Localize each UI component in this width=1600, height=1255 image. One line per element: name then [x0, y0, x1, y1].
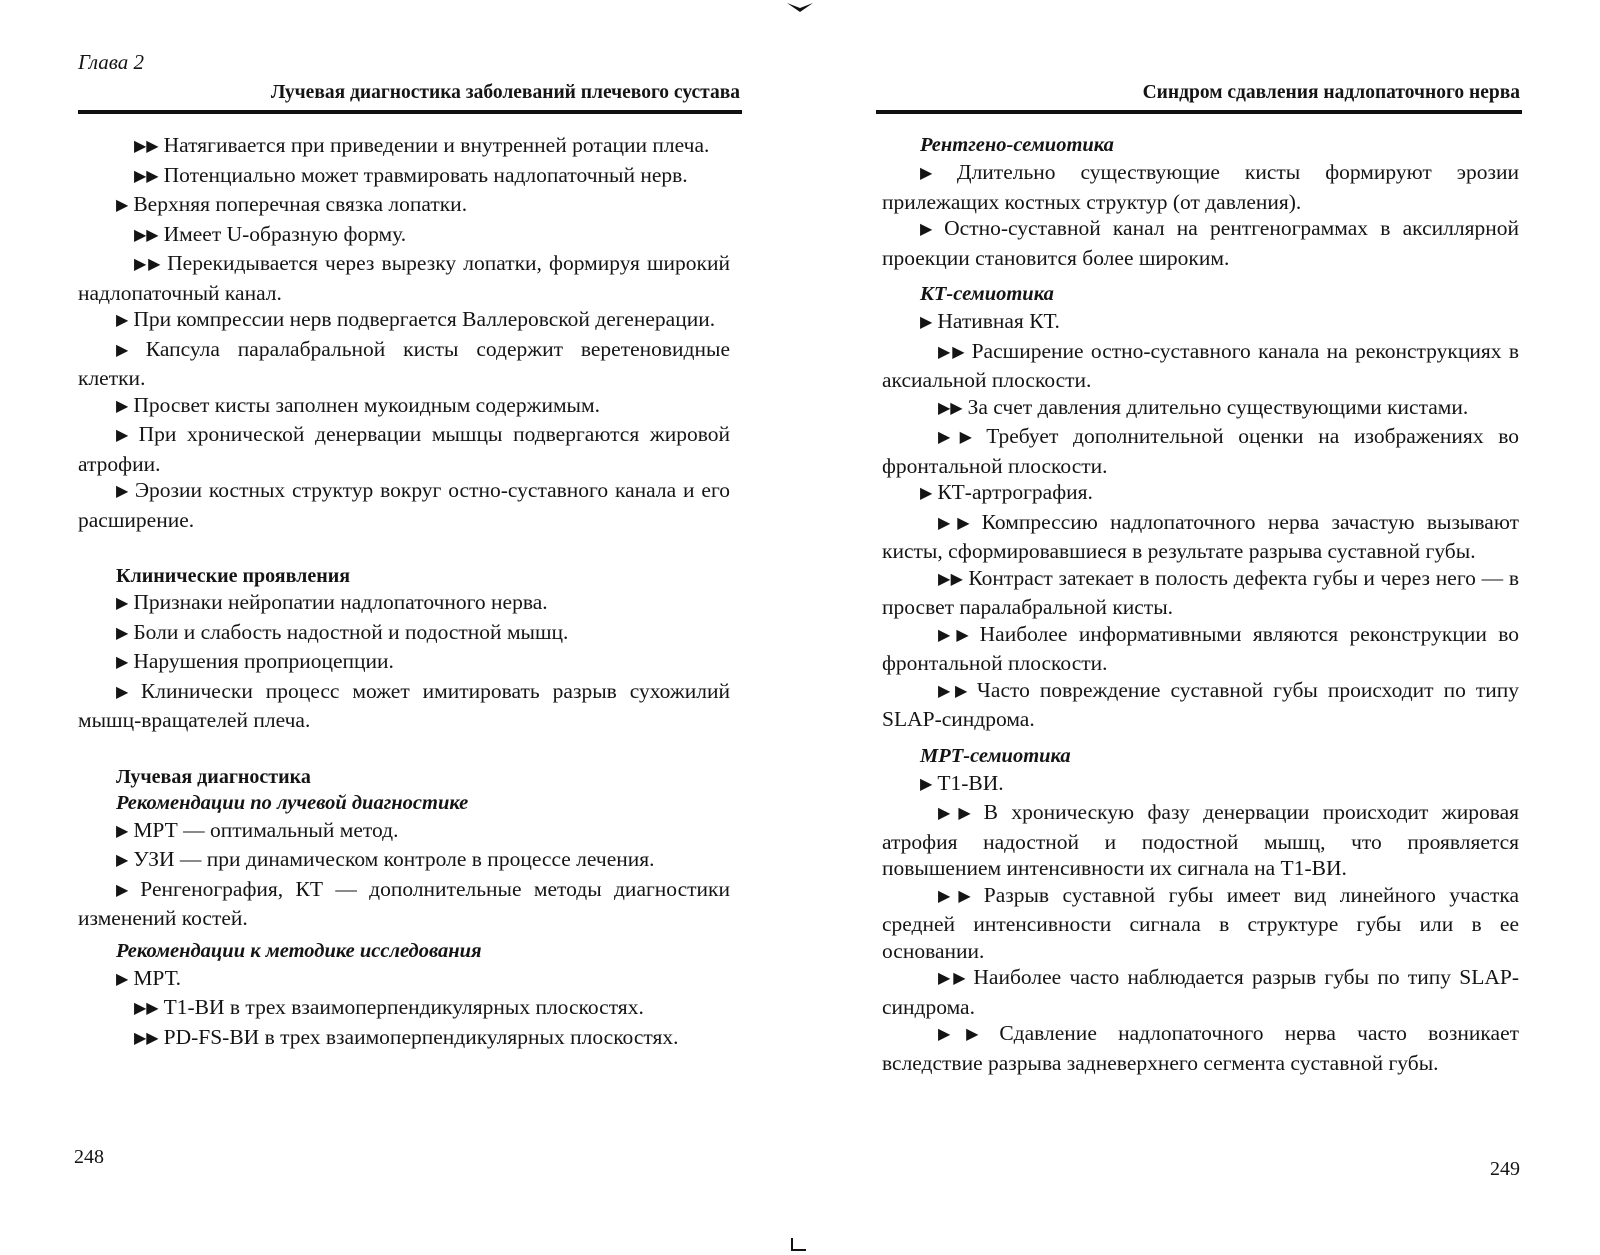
double-arrow-bullet-icon: ▶▶ [134, 256, 163, 273]
ct-list [882, 308, 1519, 733]
list-item [882, 338, 1519, 394]
list-item-text: PD-FS-ВИ в трех взаимоперпендикулярных плоскостях. [163, 1024, 679, 1049]
left-body [78, 132, 730, 1053]
double-arrow-bullet-icon: ▶▶ [134, 226, 159, 244]
section-heading-xray: Рентгено-семиотика [920, 134, 1114, 156]
list-item-text: Наиболее часто наблюдается разрыв губы по типу SLAP-синдрома. [882, 965, 1519, 1019]
list-item [78, 589, 730, 619]
list-item-text: Разрыв суставной губы имеет вид линейного участка средней интенсивности сигнала в структуре губы или в ее основании. [882, 882, 1519, 963]
list-item-text: Имеет U-образную форму. [163, 221, 407, 246]
section-heading-clinical: Клинические проявления [116, 565, 351, 587]
header-rule [876, 110, 1522, 114]
subheading-method: Рекомендации к методике исследования [116, 939, 482, 962]
arrow-bullet-icon: ▶ [116, 397, 129, 415]
list-item-text: Ренгенография, КТ — дополнительные методы диагностики изменений костей. [78, 876, 730, 930]
binding-mark-bottom-icon [790, 1238, 816, 1252]
list-item [882, 394, 1519, 424]
list-item-text: Просвет кисты заполнен мукоидным содержимым. [133, 392, 600, 417]
list-item-text: Эрозии костных структур вокруг остно-суставного канала и его расширение. [78, 478, 730, 532]
arrow-bullet-icon: ▶ [116, 852, 129, 869]
double-arrow-bullet-icon: ▶▶ [938, 429, 982, 446]
list-item-text: Клинически процесс может имитировать разрыв сухожилий мышц-вращателей плеча. [78, 678, 730, 732]
header-rule [78, 110, 742, 114]
double-arrow-bullet-icon: ▶▶ [938, 570, 964, 588]
arrow-bullet-icon: ▶ [116, 197, 129, 214]
right-body [882, 132, 1519, 1076]
list-item-text: Признаки нейропатии надлопаточного нерва. [133, 590, 548, 614]
running-head-left: Лучевая диагностика заболеваний плечевого сустава [270, 82, 740, 103]
arrow-bullet-icon: ▶ [116, 683, 136, 701]
list-item-text: Компрессию надлопаточного нерва зачастую вызывают кисты, сформировавшиеся в результате разрыва суставной губы. [882, 509, 1519, 563]
binding-mark-top-icon [787, 0, 813, 14]
method-list [78, 965, 730, 1054]
list-item-text: Нарушения проприоцепции. [133, 649, 394, 673]
arrow-bullet-icon: ▶ [116, 595, 129, 612]
list-item-text: Нативная КТ. [937, 309, 1060, 333]
list-item-text: Контраст затекает в полость дефекта губы и через него — в просвет паралабральной кисты. [882, 565, 1520, 619]
arrow-bullet-icon: ▶ [116, 312, 129, 329]
subheading-recommendations: Рекомендации по лучевой диагностике [116, 791, 469, 814]
arrow-bullet-icon: ▶ [116, 881, 136, 899]
list-item [882, 964, 1519, 1020]
list-item-text: МРТ. [133, 965, 182, 990]
double-arrow-bullet-icon: ▶▶ [134, 1000, 159, 1017]
xray-list [882, 159, 1519, 271]
arrow-bullet-icon: ▶ [116, 427, 134, 444]
double-arrow-bullet-icon: ▶▶ [938, 887, 979, 905]
intro-list [78, 132, 730, 533]
list-item [78, 191, 730, 221]
list-item [882, 509, 1519, 565]
double-arrow-bullet-icon: ▶▶ [134, 138, 159, 155]
list-item [78, 421, 730, 477]
list-item [78, 817, 730, 847]
double-arrow-bullet-icon: ▶▶ [938, 626, 975, 644]
double-arrow-bullet-icon: ▶▶ [938, 514, 977, 532]
list-item-text: Расширение остно-суставного канала на реконструкциях в аксиальной плоскости. [882, 338, 1519, 392]
double-arrow-bullet-icon: ▶▶ [134, 167, 159, 185]
list-item [78, 306, 730, 336]
list-item [882, 308, 1519, 338]
list-item [882, 159, 1519, 215]
right-page [800, 0, 1600, 1255]
list-item [78, 250, 730, 306]
list-item [78, 1024, 730, 1054]
list-item-text: Часто повреждение суставной губы происходит по типу SLAP-синдрома. [882, 677, 1520, 731]
list-item-text: Т1-ВИ. [937, 770, 1004, 795]
list-item-text: КТ-артрография. [937, 480, 1093, 504]
arrow-bullet-icon: ▶ [116, 970, 129, 988]
list-item [882, 1020, 1519, 1076]
arrow-bullet-icon: ▶ [920, 165, 952, 182]
list-item [882, 621, 1519, 677]
double-arrow-bullet-icon: ▶▶ [938, 970, 969, 987]
list-item-text: При хронической денервации мышцы подвергаются жировой атрофии. [78, 422, 730, 476]
arrow-bullet-icon: ▶ [116, 822, 129, 840]
list-item [882, 677, 1519, 733]
list-item [882, 882, 1519, 965]
list-item-text: Потенциально может травмировать надлопаточный нерв. [163, 162, 688, 187]
list-item-text: Верхняя поперечная связка лопатки. [133, 192, 468, 216]
double-arrow-bullet-icon: ▶▶ [938, 805, 979, 822]
list-item [78, 336, 730, 392]
page-number-right: 249 [1490, 1158, 1520, 1180]
list-item [78, 162, 730, 192]
list-item [78, 678, 730, 734]
list-item [78, 876, 730, 932]
double-arrow-bullet-icon: ▶▶ [938, 682, 972, 700]
section-heading-mri: МРТ-семиотика [920, 744, 1071, 767]
chapter-label: Глава 2 [78, 50, 144, 74]
list-item [882, 770, 1519, 800]
list-item-text: Наиболее информативными являются реконструкции во фронтальной плоскости. [882, 621, 1519, 675]
list-item [78, 648, 730, 678]
list-item-text: Перекидывается через вырезку лопатки, формируя широкий надлопаточный канал. [78, 251, 731, 305]
double-arrow-bullet-icon: ▶▶ [938, 1026, 995, 1043]
list-item-text: Длительно существующие кисты формируют эрозии прилежащих костных структур (от давления). [882, 160, 1519, 214]
list-item-text: При компрессии нерв подвергается Валлеровской дегенерации. [133, 307, 716, 331]
arrow-bullet-icon: ▶ [116, 624, 129, 642]
list-item [78, 132, 730, 162]
clinical-list [78, 589, 730, 734]
list-item-text: В хроническую фазу денервации происходит жировая атрофия надостной и подостной мышц, что проявляется повышением интенсивности их сигнала на Т1-ВИ. [882, 800, 1519, 880]
list-item [882, 423, 1519, 479]
list-item-text: Натягивается при приведении и внутренней ротации плеча. [163, 133, 710, 157]
double-arrow-bullet-icon: ▶▶ [134, 1029, 159, 1047]
list-item-text: Остно-суставной канал на рентгенограммах в аксиллярной проекции становится более широким. [882, 216, 1519, 270]
list-item [78, 477, 730, 533]
list-item-text: Боли и слабость надостной и подостной мышц. [133, 619, 569, 644]
list-item [882, 215, 1519, 271]
list-item-text: Требует дополнительной оценки на изображениях во фронтальной плоскости. [882, 424, 1519, 478]
list-item [882, 565, 1519, 621]
running-head-right: Синдром сдавления надлопаточного нерва [1142, 82, 1520, 103]
list-item-text: МРТ — оптимальный метод. [133, 817, 399, 842]
mri-list [882, 770, 1519, 1077]
arrow-bullet-icon: ▶ [116, 483, 130, 500]
double-arrow-bullet-icon: ▶▶ [938, 399, 963, 417]
list-item [78, 619, 730, 649]
arrow-bullet-icon: ▶ [920, 314, 933, 331]
list-item-text: Капсула паралабральной кисты содержит веретеновидные клетки. [78, 336, 730, 390]
arrow-bullet-icon: ▶ [920, 485, 933, 502]
list-item [78, 392, 730, 422]
list-item [78, 965, 730, 995]
list-item-text: За счет давления длительно существующими кистами. [967, 394, 1469, 419]
list-item [78, 221, 730, 251]
recommendations-list [78, 817, 730, 932]
arrow-bullet-icon: ▶ [116, 654, 129, 671]
list-item [78, 994, 730, 1024]
list-item-text: УЗИ — при динамическом контроле в процессе лечения. [133, 847, 655, 871]
list-item [78, 846, 730, 876]
list-item-text: Сдавление надлопаточного нерва часто возникает вследствие разрыва задневерхнего сегмента суставной губы. [882, 1021, 1520, 1075]
section-heading-radiology: Лучевая диагностика [116, 765, 311, 788]
section-heading-ct: КТ-семиотика [920, 283, 1054, 305]
arrow-bullet-icon: ▶ [116, 341, 141, 359]
list-item [882, 799, 1519, 882]
arrow-bullet-icon: ▶ [920, 221, 940, 238]
double-arrow-bullet-icon: ▶▶ [938, 343, 967, 361]
list-item-text: Т1-ВИ в трех взаимоперпендикулярных плоскостях. [163, 995, 644, 1019]
arrow-bullet-icon: ▶ [920, 775, 933, 793]
list-item [882, 479, 1519, 509]
page-number-left: 248 [74, 1146, 104, 1168]
